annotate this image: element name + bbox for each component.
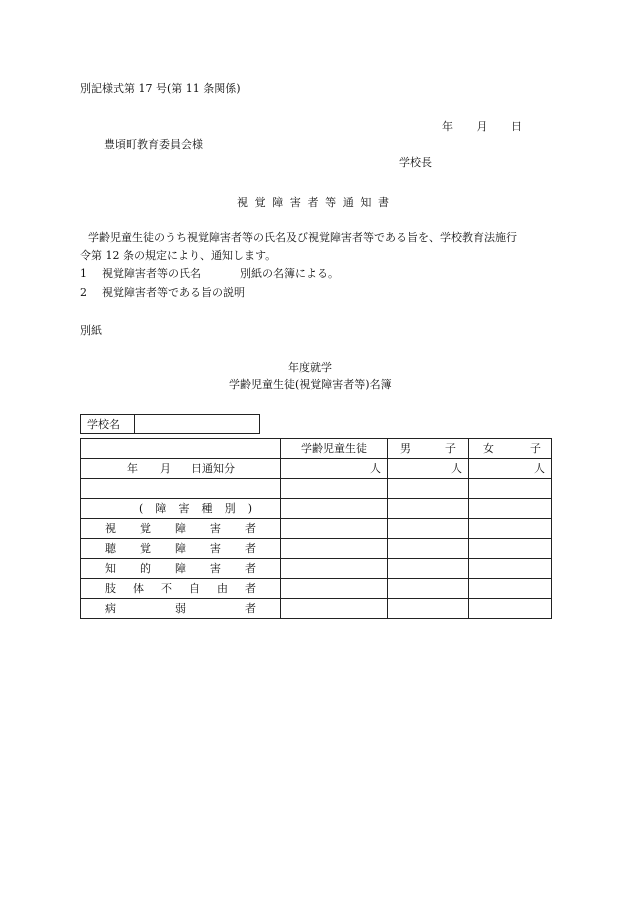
blank-cell[interactable] [281,479,388,499]
title-char: 覚 [254,196,266,209]
date-line [442,120,522,133]
sender: 学校長 [399,156,432,169]
date-year: 年 [442,120,453,133]
header-girls-char: 子 [530,441,541,455]
blank-cell[interactable] [388,499,469,519]
item1-text: 視覚障害者等の氏名 [102,267,201,280]
date-row-month: 月 [160,461,171,475]
date-row-year: 年 [127,461,138,475]
category-visual [81,519,281,539]
body-paragraph-line2: 令第 12 条の規定により、通知します。 [80,249,277,262]
category-char: 自 [189,581,200,595]
category-char: 障 [175,521,186,535]
category-char: 体 [133,581,144,595]
body-paragraph-line1: 学齢児童生徒のうち視覚障害者等の氏名及び視覚障害者等である旨を、学校教育法施行 [88,231,517,244]
category-char: 弱 [175,601,186,615]
category-header-char: 別 [224,501,236,515]
category-char: 者 [245,601,256,615]
item1-number: 1 [80,267,87,280]
blank-cell[interactable] [281,599,388,619]
category-char: 者 [245,561,256,575]
title-char: 知 [360,196,372,209]
item1-value: 別紙の名簿による。 [240,267,339,280]
title-char: 障 [272,196,284,209]
blank-cell[interactable] [281,499,388,519]
category-char: 者 [245,541,256,555]
category-header-char: 障 [155,501,167,515]
title-char: 害 [289,196,301,209]
category-char: 害 [210,521,221,535]
blank-cell[interactable] [469,519,552,539]
roster-title-line2: 学齢児童生徒(視覚障害者等)名簿 [229,378,392,391]
blank-cell[interactable] [388,519,469,539]
blank-cell[interactable] [281,559,388,579]
category-header-char: ( [139,501,144,515]
category-char: 障 [175,541,186,555]
category-char: 聴 [105,541,116,555]
blank-cell[interactable] [281,519,388,539]
blank-cell[interactable] [388,479,469,499]
title-char: 書 [378,196,389,209]
category-char: 覚 [140,541,151,555]
blank-cell[interactable] [388,599,469,619]
title-char: 通 [342,196,354,209]
title-char: 視 [237,196,248,209]
category-header [81,499,281,519]
table-row [81,459,552,479]
date-row-suffix: 日通知分 [191,461,235,475]
table-row [81,579,552,599]
school-name-field[interactable] [135,415,259,433]
roster-title-line1: 年度就学 [288,361,332,374]
category-physical [81,579,281,599]
table-row [81,519,552,539]
form-number: 別記様式第 17 号(第 11 条関係) [80,82,241,95]
category-char: 覚 [140,521,151,535]
school-name-box [80,414,260,434]
header-girls [469,439,552,459]
category-char: 的 [140,561,151,575]
category-char: 由 [217,581,228,595]
roster-table [80,438,552,619]
date-day: 日 [511,120,522,133]
blank-cell[interactable] [281,579,388,599]
date-row-label [81,459,281,479]
category-char: 害 [210,541,221,555]
school-name-label: 学校名 [81,415,135,433]
header-boys-char: 男 [400,441,411,455]
header-students: 学齢児童生徒 [281,439,388,459]
girls-count-cell[interactable]: 人 [469,459,552,479]
category-char: 不 [161,581,172,595]
blank-cell[interactable] [388,579,469,599]
blank-cell[interactable] [469,499,552,519]
category-char: 肢 [105,581,116,595]
header-blank-cell [81,439,281,459]
header-boys-char: 子 [445,441,456,455]
table-row [81,499,552,519]
category-health [81,599,281,619]
category-char: 者 [245,521,256,535]
header-girls-char: 女 [483,441,494,455]
item2-text: 視覚障害者等である旨の説明 [102,286,245,299]
blank-cell[interactable] [281,539,388,559]
item2-number: 2 [80,286,87,299]
category-hearing [81,539,281,559]
table-row [81,599,552,619]
table-row [81,559,552,579]
category-char: 知 [105,561,116,575]
category-char: 害 [210,561,221,575]
blank-cell [81,479,281,499]
date-month: 月 [476,120,488,133]
header-boys [388,439,469,459]
blank-cell[interactable] [388,559,469,579]
category-intellectual [81,559,281,579]
category-char: 者 [245,581,256,595]
table-header-row [81,439,552,459]
blank-cell[interactable] [469,539,552,559]
blank-cell[interactable] [469,599,552,619]
blank-cell[interactable] [469,579,552,599]
category-char: 視 [105,521,116,535]
category-char: 障 [175,561,186,575]
title-char: 等 [325,196,337,209]
category-header-char: 種 [201,501,213,515]
table-row [81,479,552,499]
category-header-char: 害 [178,501,190,515]
blank-cell[interactable] [469,479,552,499]
blank-cell[interactable] [388,539,469,559]
table-row [81,539,552,559]
blank-cell[interactable] [469,559,552,579]
title-char: 者 [307,196,319,209]
attachment-label: 別紙 [80,324,102,337]
category-char: 病 [105,601,116,615]
document-title [237,196,389,209]
addressee: 豊頃町教育委員会様 [104,138,203,151]
boys-count-cell[interactable]: 人 [388,459,469,479]
category-header-char: ) [247,501,252,515]
students-count-cell[interactable]: 人 [281,459,388,479]
